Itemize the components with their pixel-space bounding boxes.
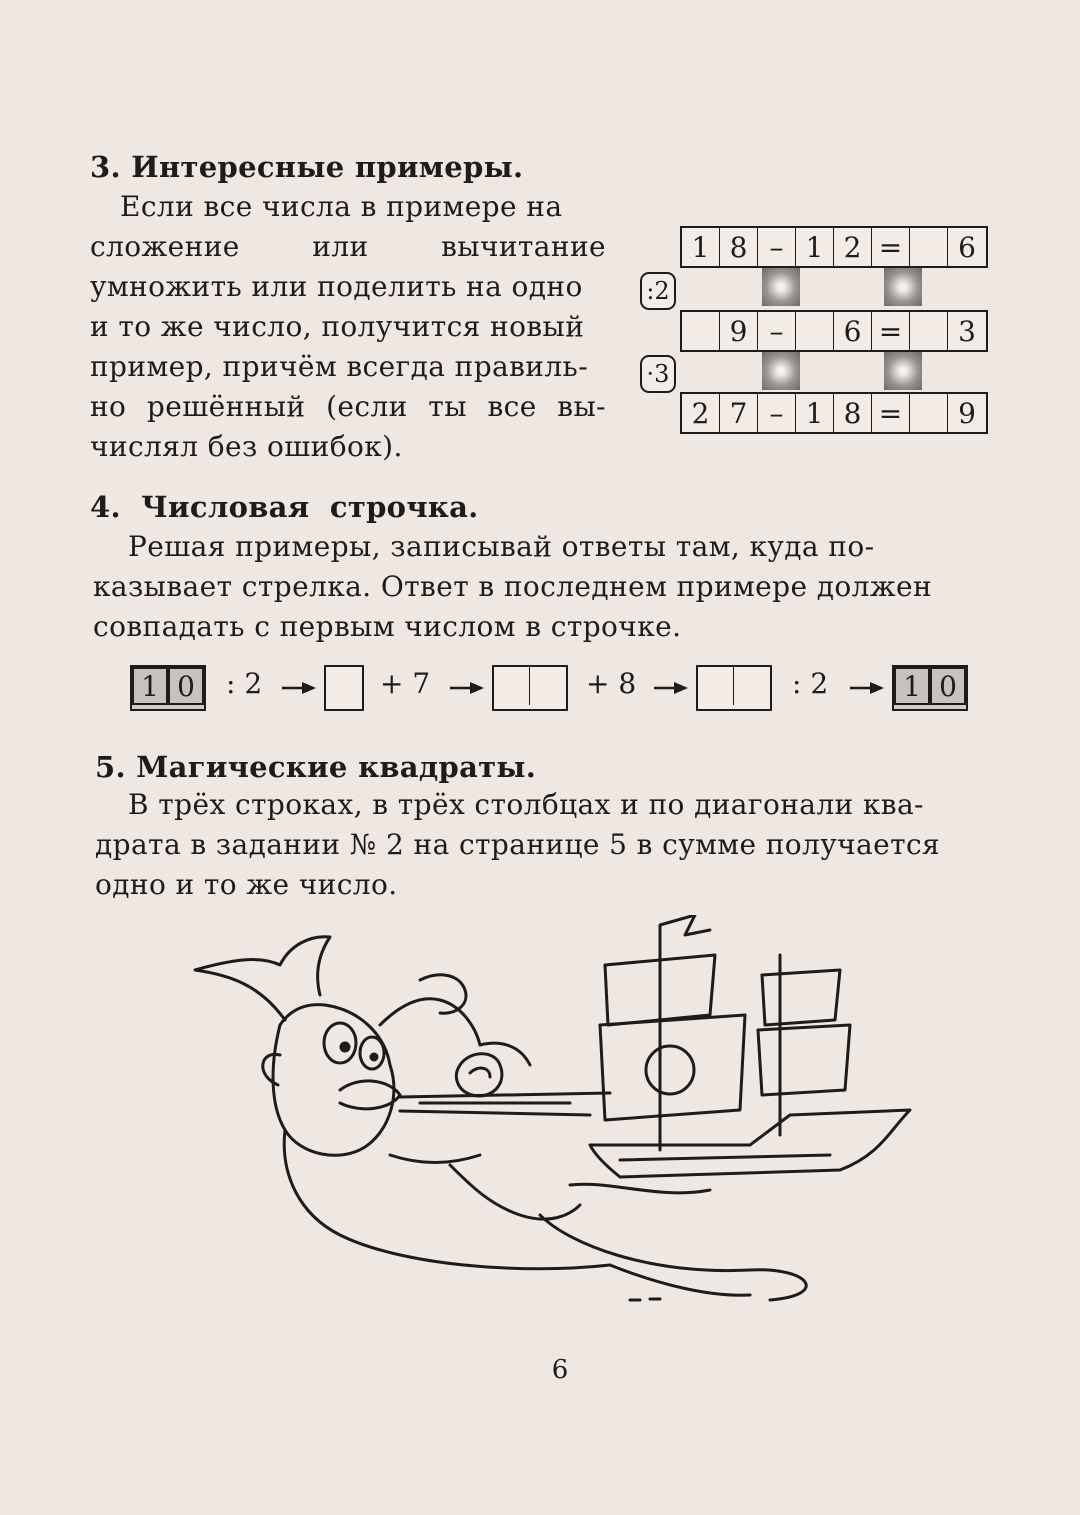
grid-row [680, 392, 988, 434]
grid-cell: 1 [796, 394, 834, 432]
chain-digit: 0 [930, 667, 966, 705]
shaded-cell [762, 268, 800, 306]
grid-cell: 2 [682, 394, 720, 432]
answer-box [324, 665, 364, 711]
grid-cell: = [872, 312, 910, 350]
chain-operation: + 7 [380, 667, 431, 700]
multiply-operator-label: ·3 [640, 355, 676, 393]
answer-cell [698, 667, 734, 705]
wind-ship-illustration [190, 915, 930, 1315]
chain-start-box [130, 665, 206, 711]
page-number: 6 [551, 1355, 569, 1385]
answer-cell [326, 667, 362, 705]
chain-digit: 1 [894, 667, 930, 705]
grid-cell [910, 228, 948, 266]
grid-cell: 2 [834, 228, 872, 266]
grid-cell: = [872, 228, 910, 266]
grid-cell: 8 [720, 228, 758, 266]
section-5-title: 5. Магические квадраты. [95, 750, 537, 784]
arrow-icon [654, 680, 690, 696]
chain-digit: 0 [168, 667, 204, 705]
grid-cell: = [872, 394, 910, 432]
arrow-icon [850, 680, 886, 696]
arrow-icon [282, 680, 318, 696]
chain-digit: 1 [132, 667, 168, 705]
grid-cell: – [758, 228, 796, 266]
section-3-line: Если все числа в примере на [120, 190, 563, 223]
chain-operation: + 8 [586, 667, 637, 700]
section-3-line: и то же число, получится новый [90, 310, 585, 343]
section-4-line: Решая примеры, записывай ответы там, куда по- [128, 530, 875, 563]
grid-cell: 6 [834, 312, 872, 350]
number-chain [130, 665, 980, 710]
section-4-title: 4. Числовая строчка. [90, 490, 479, 524]
chain-end-box [892, 665, 968, 711]
grid-cell [910, 394, 948, 432]
section-3-line: сложение или вычитание [90, 230, 606, 263]
shaded-cell [884, 268, 922, 306]
answer-cell [734, 667, 770, 705]
section-3-title: 3. Интересные примеры. [90, 150, 524, 184]
grid-cell: 6 [958, 230, 976, 264]
section-4-line: совпадать с первым числом в строчке. [93, 610, 682, 643]
section-3-line: пример, причём всегда правиль- [90, 350, 589, 383]
divide-operator-label: :2 [640, 272, 676, 310]
answer-cell [494, 667, 530, 705]
answer-box [696, 665, 772, 711]
section-5-line: драта в задании № 2 на странице 5 в сумме получается [95, 828, 941, 861]
grid-row [680, 310, 988, 352]
grid-cell: 9 [958, 396, 976, 430]
grid-cell: 8 [834, 394, 872, 432]
answer-box [492, 665, 568, 711]
grid-cell [796, 312, 834, 350]
grid-cell: 3 [958, 314, 976, 348]
grid-cell: 7 [720, 394, 758, 432]
section-3-line: умножить или поделить на одно [90, 270, 583, 303]
section-5-line: В трёх строках, в трёх столбцах и по диагонали ква- [128, 788, 924, 821]
section-5-line: одно и то же число. [95, 868, 398, 901]
grid-cell [910, 312, 948, 350]
grid-cell: – [758, 394, 796, 432]
chain-operation: : 2 [792, 667, 829, 700]
shaded-cell [762, 352, 800, 390]
grid-cell [682, 312, 720, 350]
grid-cell: 1 [796, 228, 834, 266]
answer-cell [530, 667, 566, 705]
grid-cell: 1 [682, 228, 720, 266]
example-grid [680, 226, 1000, 432]
grid-row [680, 226, 988, 268]
shaded-cell [884, 352, 922, 390]
section-4-line: казывает стрелка. Ответ в последнем примере должен [93, 570, 933, 603]
section-3-line: числял без ошибок). [90, 430, 403, 463]
arrow-icon [450, 680, 486, 696]
chain-operation: : 2 [226, 667, 263, 700]
section-3-line: но решённый (если ты все вы- [90, 390, 606, 423]
grid-cell: 9 [720, 312, 758, 350]
grid-cell: – [758, 312, 796, 350]
